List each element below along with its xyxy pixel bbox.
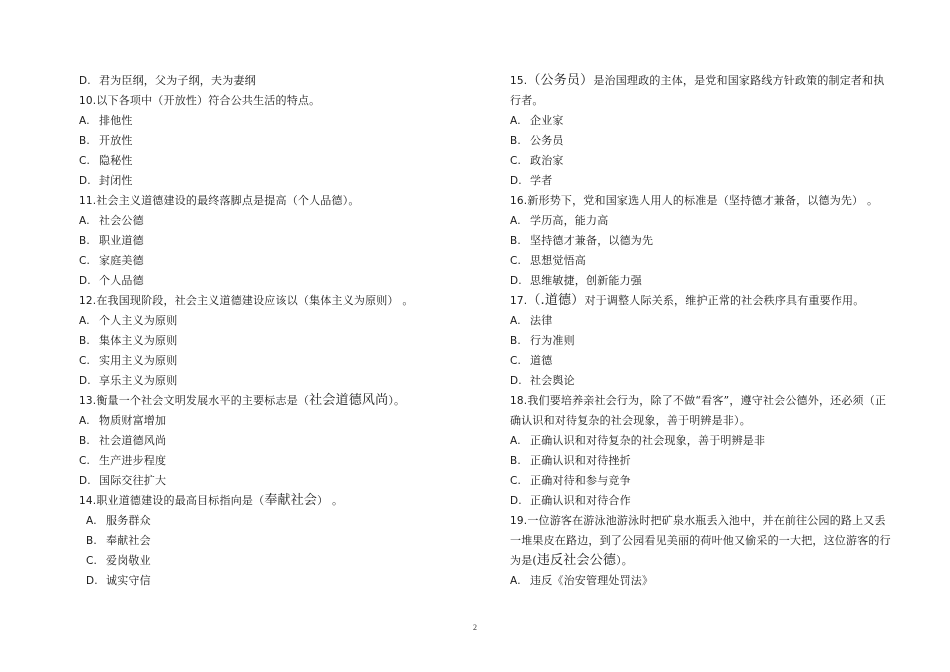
option-text: 物质财富增加: [99, 414, 167, 427]
question-text: 是治国理政的主体，是党和国家路线方针政策的制定者和执行者。: [510, 74, 885, 107]
answer-text: 奉献社会: [264, 493, 318, 508]
option-line: [490, 311, 895, 331]
option-label: D.: [510, 375, 522, 387]
option-label: A.: [86, 515, 97, 527]
option-text: 公务员: [530, 134, 564, 147]
option-text: 实用主义为原则: [99, 354, 178, 367]
question-line: [79, 491, 451, 511]
option-line: [79, 571, 451, 591]
option-text: 思维敏捷，创新能力强: [530, 274, 642, 287]
option-line: [490, 351, 895, 371]
option-label: A.: [510, 115, 521, 127]
option-label: A.: [79, 115, 90, 127]
option-label: D.: [510, 495, 522, 507]
option-label: C.: [79, 155, 91, 167]
question-line: [79, 391, 451, 411]
option-text: 政治家: [530, 154, 564, 167]
option-label: B.: [510, 455, 521, 467]
option-label: B.: [510, 135, 521, 147]
option-line: [79, 71, 451, 91]
question-text-end: ）。: [616, 554, 634, 567]
option-text: 法律: [530, 314, 553, 327]
option-line: [79, 311, 451, 331]
left-column: [79, 71, 451, 591]
option-label: C.: [510, 255, 522, 267]
option-label: D.: [510, 175, 522, 187]
question-number: 17.: [510, 295, 528, 307]
option-label: B.: [79, 435, 90, 447]
option-text: 正确认识和对待合作: [530, 494, 631, 507]
option-text: 道德: [530, 354, 553, 367]
option-text: 奉献社会: [106, 534, 151, 547]
option-label: D.: [510, 275, 522, 287]
question-text-end: ）。: [388, 394, 406, 407]
option-line: [79, 531, 451, 551]
option-line: [490, 211, 895, 231]
option-line: [79, 331, 451, 351]
option-line: [79, 111, 451, 131]
question-text: 衡量一个社会文明发展水平的主要标志是（: [96, 394, 310, 407]
question-text: 对于调整人际关系，维护正常的社会秩序具有重要作用。: [584, 294, 865, 307]
option-label: D.: [79, 375, 91, 387]
question-text: 我们要培养亲社会行为，除了不做“看客”，遵守社会公德外，还必须（正确认识和对待复杂的社会现象，善于明辨是非）。: [510, 394, 887, 427]
option-text: 爱岗敬业: [106, 554, 151, 567]
option-text: 学者: [530, 174, 553, 187]
question-line: [490, 191, 895, 211]
question-text: 新形势下，党和国家选人用人的标准是（坚持德才兼备，以德为先） 。: [527, 194, 879, 207]
option-label: A.: [510, 215, 521, 227]
answer-text: 违反社会公德: [536, 553, 617, 568]
option-line: [490, 331, 895, 351]
option-line: [79, 371, 451, 391]
question-line: [79, 191, 451, 211]
option-line: [79, 511, 451, 531]
option-label: B.: [510, 335, 521, 347]
option-text: 社会公德: [99, 214, 144, 227]
option-label: D.: [86, 575, 98, 587]
option-line: [490, 571, 895, 591]
option-text: 享乐主义为原则: [99, 374, 178, 387]
question-line: [490, 291, 895, 311]
option-label: D.: [79, 275, 91, 287]
question-number: 18.: [510, 395, 528, 407]
option-line: [490, 111, 895, 131]
question-text: 社会主义道德建设的最终落脚点是提高（个人品德）。: [96, 194, 360, 207]
option-label: D.: [79, 75, 91, 87]
option-text: 开放性: [99, 134, 133, 147]
question-line: [490, 511, 895, 571]
option-label: B.: [86, 535, 97, 547]
answer-text: （公务员）: [527, 73, 594, 88]
option-line: [79, 231, 451, 251]
option-label: A.: [79, 215, 90, 227]
question-number: 11.: [79, 195, 97, 207]
option-line: [490, 431, 895, 451]
option-line: [79, 131, 451, 151]
option-line: [79, 551, 451, 571]
option-text: 社会舆论: [530, 374, 575, 387]
option-text: 排他性: [99, 114, 133, 127]
option-text: 封闭性: [99, 174, 133, 187]
option-label: C.: [79, 255, 91, 267]
option-text: 集体主义为原则: [99, 334, 178, 347]
option-line: [490, 231, 895, 251]
option-text: 职业道德: [99, 234, 144, 247]
option-text: 社会道德风尚: [99, 434, 167, 447]
question-text: 在我国现阶段，社会主义道德建设应该以（集体主义为原则） 。: [96, 294, 414, 307]
option-text: 个人品德: [99, 274, 144, 287]
question-number: 15.: [510, 75, 528, 87]
question-text: 职业道德建设的最高目标指向是（: [96, 494, 265, 507]
option-label: D.: [79, 175, 91, 187]
option-line: [79, 271, 451, 291]
option-line: [79, 411, 451, 431]
question-line: [490, 391, 895, 431]
option-label: A.: [79, 415, 90, 427]
option-text: 行为准则: [530, 334, 575, 347]
option-line: [79, 351, 451, 371]
option-line: [490, 171, 895, 191]
option-line: [490, 151, 895, 171]
option-line: [490, 271, 895, 291]
right-column: [490, 71, 895, 591]
option-line: [79, 211, 451, 231]
answer-text: （.道德）: [527, 293, 585, 308]
option-text: 思想觉悟高: [530, 254, 586, 267]
option-line: [79, 451, 451, 471]
question-line: [490, 71, 895, 111]
option-text: 正确认识和对待挫折: [530, 454, 631, 467]
option-line: [79, 431, 451, 451]
option-text: 国际交往扩大: [99, 474, 167, 487]
question-text: 一位游客在游泳池游泳时把矿泉水瓶丢入池中，并在前往公园的路上又丢一堆果皮在路边，到了公园看见美丽的荷叶他又偷采的一大把，这位游客的行为是(: [510, 514, 891, 567]
question-line: [79, 91, 451, 111]
option-label: D.: [79, 475, 91, 487]
option-label: B.: [79, 235, 90, 247]
question-number: 16.: [510, 195, 528, 207]
option-line: [79, 171, 451, 191]
option-line: [79, 151, 451, 171]
option-label: A.: [510, 315, 521, 327]
option-label: C.: [79, 355, 91, 367]
option-text: 学历高，能力高: [530, 214, 609, 227]
question-number: 10.: [79, 95, 97, 107]
option-line: [490, 251, 895, 271]
option-label: B.: [79, 135, 90, 147]
option-text: 诚实守信: [106, 574, 151, 587]
question-number: 13.: [79, 395, 97, 407]
option-text: 个人主义为原则: [99, 314, 178, 327]
option-label: B.: [79, 335, 90, 347]
option-label: C.: [79, 455, 91, 467]
option-label: C.: [510, 355, 522, 367]
option-line: [490, 491, 895, 511]
option-label: C.: [510, 475, 522, 487]
option-text: 企业家: [530, 114, 564, 127]
option-text: 服务群众: [106, 514, 151, 527]
option-line: [490, 471, 895, 491]
option-label: C.: [86, 555, 98, 567]
option-line: [490, 371, 895, 391]
option-text: 违反《治安管理处罚法》: [530, 574, 654, 587]
question-text-end: ） 。: [317, 494, 344, 507]
option-text: 坚持德才兼备，以德为先: [530, 234, 654, 247]
option-line: [79, 251, 451, 271]
option-text: 生产进步程度: [99, 454, 167, 467]
option-label: C.: [510, 155, 522, 167]
question-text: 以下各项中（开放性）符合公共生活的特点。: [96, 94, 321, 107]
question-line: [79, 291, 451, 311]
option-label: A.: [510, 435, 521, 447]
option-text: 正确对待和参与竞争: [530, 474, 631, 487]
option-line: [490, 451, 895, 471]
answer-text: 社会道德风尚: [309, 393, 389, 408]
option-label: A.: [79, 315, 90, 327]
option-label: B.: [510, 235, 521, 247]
option-text: 正确认识和对待复杂的社会现象，善于明辨是非: [530, 434, 766, 447]
option-line: [490, 131, 895, 151]
question-number: 19.: [510, 515, 528, 527]
question-number: 14.: [79, 495, 97, 507]
option-label: A.: [510, 575, 521, 587]
question-number: 12.: [79, 295, 97, 307]
option-line: [79, 471, 451, 491]
page-number: 2: [473, 623, 477, 632]
option-text: 君为臣纲，父为子纲，夫为妻纲: [99, 74, 256, 87]
option-text: 隐秘性: [99, 154, 133, 167]
option-text: 家庭美德: [99, 254, 144, 267]
